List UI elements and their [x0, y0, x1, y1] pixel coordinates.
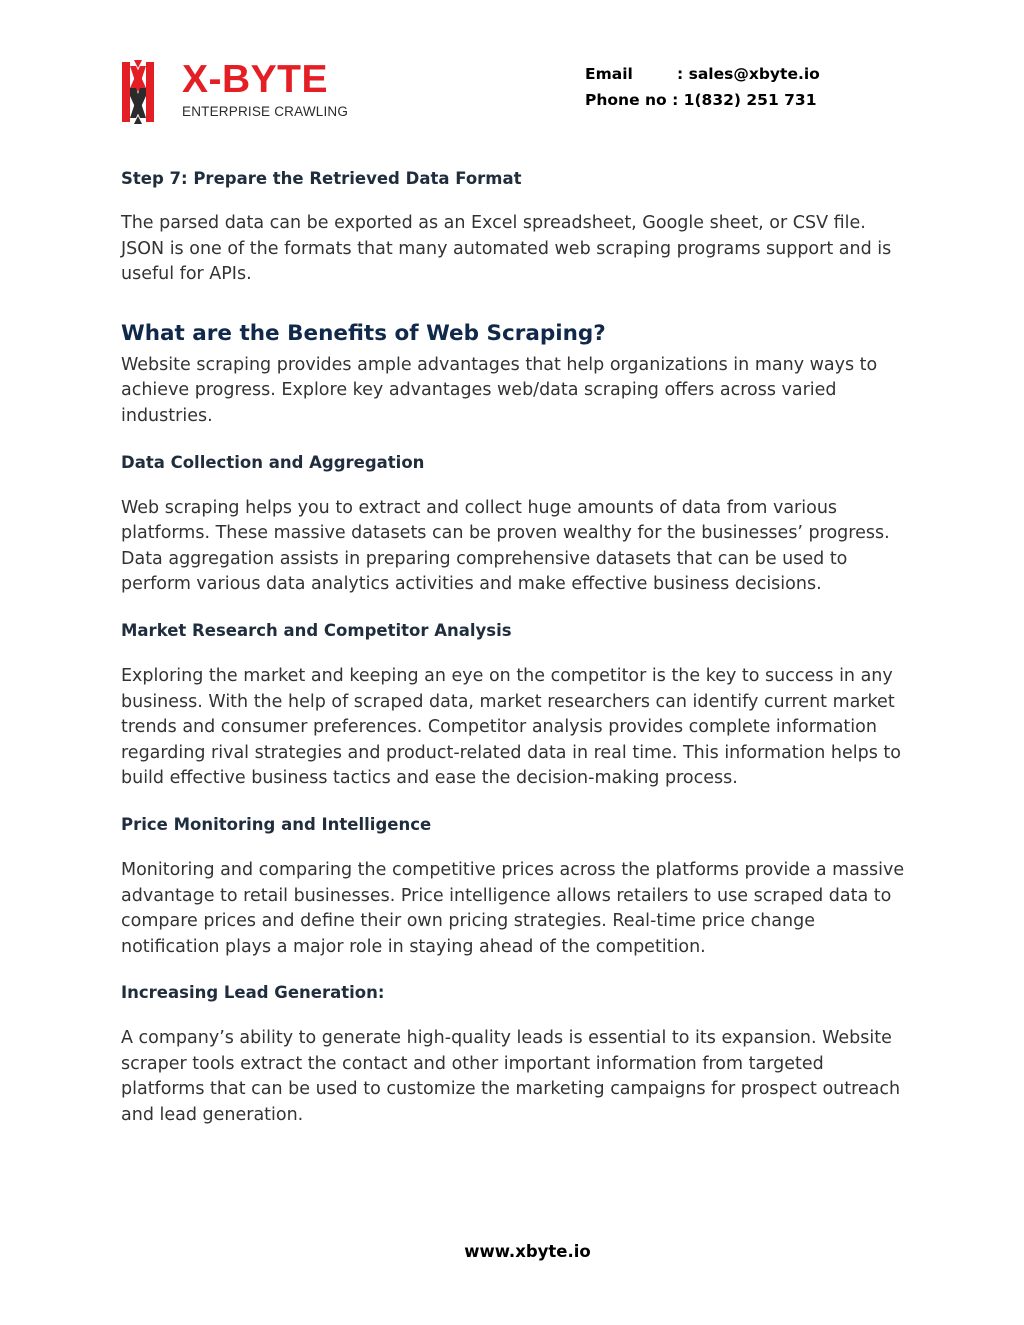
benefit-heading: Data Collection and Aggregation: [121, 452, 425, 472]
benefit-heading: Market Research and Competitor Analysis: [121, 620, 512, 640]
company-logo: [120, 58, 360, 126]
benefit-paragraph: Exploring the market and keeping an eye on the competitor is the key to success in any business. With the help of scraped data, market researchers can identify current market trends and consumer preferences. Competitor analysis provides complete information regarding rival strategies and product-related data in real time. This information helps to build effective business tactics and ease the decision-making process.: [121, 665, 901, 789]
step-heading: Step 7: Prepare the Retrieved Data Format: [121, 169, 522, 188]
logo-brand-text: X-BYTE: [182, 58, 329, 101]
email-row: [585, 61, 820, 87]
xbyte-logo-icon: [120, 58, 180, 126]
benefit-paragraph: A company’s ability to generate high-quality leads is essential to its expansion. Website scraper tools extract the contact and other important information from targeted platforms that can be used to customize the marketing campaigns for prospect outreach and lead generation.: [121, 1028, 901, 1126]
document-body: [121, 167, 911, 1129]
email-value[interactable]: : sales@xbyte.io: [677, 65, 820, 83]
logo-tagline: ENTERPRISE CRAWLING: [182, 104, 349, 119]
benefit-paragraph: Web scraping helps you to extract and collect huge amounts of data from various platforms. These massive datasets can be proven wealthy for the businesses’ progress. Data aggregation assists in preparing comprehensive datasets that can be used to perform various data analytics activities and make effective business decisions.: [121, 497, 890, 595]
step-paragraph: The parsed data can be exported as an Excel spreadsheet, Google sheet, or CSV file. JSON is one of the formats that many automated web scraping programs support and is useful for APIs.: [121, 213, 892, 285]
email-label: Email: [585, 65, 633, 83]
benefit-heading: Price Monitoring and Intelligence: [121, 814, 432, 834]
section-intro: Website scraping provides ample advantages that help organizations in many ways to achieve progress. Explore key advantages web/data scraping offers across varied industries.: [121, 354, 878, 426]
phone-row: [585, 87, 820, 113]
benefit-paragraph: Monitoring and comparing the competitive prices across the platforms provide a massive advantage to retail businesses. Price intelligence allows retailers to use scraped data to compare prices and define their own pricing strategies. Real-time price change notification plays a major role in staying ahead of the competition.: [121, 859, 905, 957]
footer-website-link[interactable]: www.xbyte.io: [464, 1242, 591, 1261]
contact-info: [585, 61, 820, 113]
phone-label: Phone no: [585, 91, 667, 109]
phone-value: : 1(832) 251 731: [672, 91, 817, 109]
benefit-heading: Increasing Lead Generation:: [121, 983, 385, 1003]
section-title: What are the Benefits of Web Scraping?: [121, 320, 606, 346]
